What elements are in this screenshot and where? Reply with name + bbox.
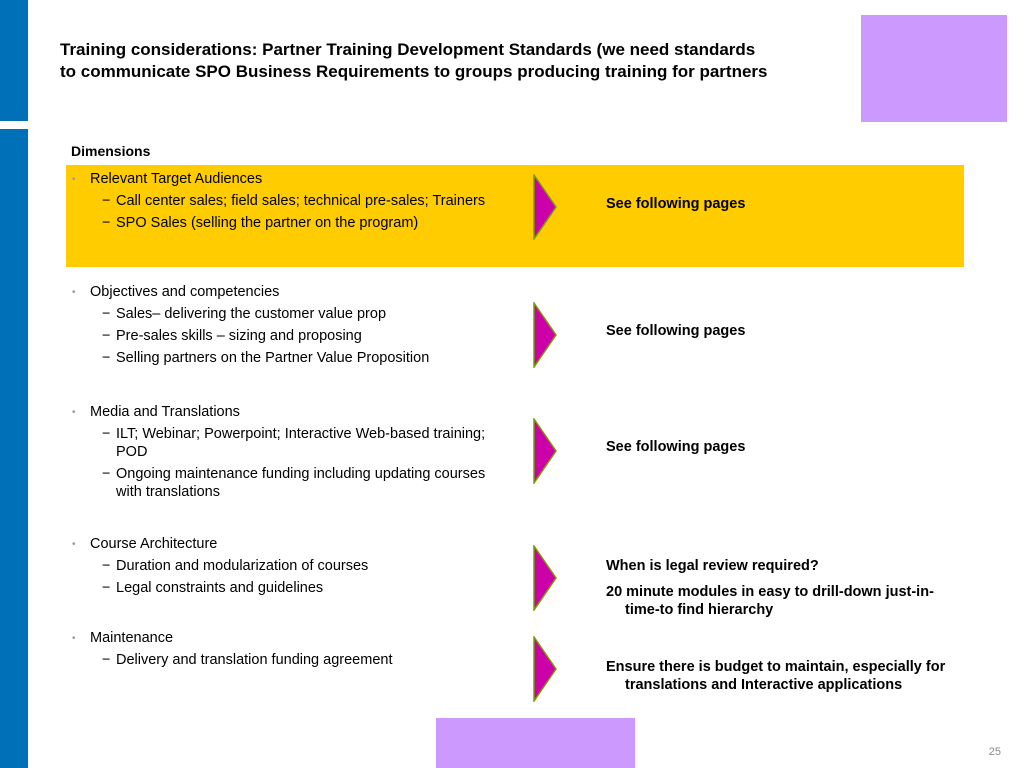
dash-icon: − [102, 466, 111, 482]
dash-icon: − [102, 580, 111, 596]
page-number: 25 [988, 746, 1001, 758]
title-line-2: to communicate SPO Business Requirements to groups producing training for partners [60, 62, 768, 81]
slide-title [60, 39, 860, 83]
list-item: − Sales– delivering the customer value prop [102, 306, 387, 322]
result-text: See following pages [606, 439, 746, 455]
section-maintenance [72, 629, 512, 673]
result-media-translations [606, 438, 946, 464]
bullet-icon: • [72, 174, 76, 185]
list-item: − SPO Sales (selling the partner on the program) [102, 215, 419, 231]
list-item: − Ongoing maintenance funding including updating courses with translations [102, 466, 486, 500]
dash-icon: − [102, 350, 111, 366]
result-course-architecture [606, 557, 946, 627]
section-media-translations [72, 403, 512, 505]
dimensions-heading: Dimensions [71, 143, 151, 159]
dash-icon: − [102, 652, 111, 668]
sub-list [72, 192, 512, 232]
list-item: − Pre-sales skills – sizing and proposing [102, 328, 362, 344]
list-item: − Duration and modularization of courses [102, 558, 369, 574]
list-item: − ILT; Webinar; Powerpoint; Interactive Web-based training; POD [102, 426, 486, 460]
sub-list [72, 651, 512, 669]
decorative-violet-box-top [861, 15, 1007, 122]
decorative-violet-box-bottom [436, 718, 635, 768]
result-text: 20 minute modules in easy to drill-down just-in-time-to find hierarchy [606, 584, 934, 618]
chevron-arrow-icon [530, 636, 558, 702]
bullet-icon: • [72, 539, 76, 550]
chevron-arrow-icon [530, 302, 558, 368]
bullet-icon: • [72, 287, 76, 298]
list-item: − Selling partners on the Partner Value Proposition [102, 350, 430, 366]
section-heading: Course Architecture [90, 536, 218, 552]
sub-list [72, 305, 512, 367]
bullet-icon: • [72, 633, 76, 644]
bullet-icon: • [72, 407, 76, 418]
section-target-audiences [72, 170, 512, 236]
dash-icon: − [102, 215, 111, 231]
section-heading: Relevant Target Audiences [90, 171, 263, 187]
dash-icon: − [102, 558, 111, 574]
result-maintenance [606, 658, 946, 702]
list-item: − Delivery and translation funding agreement [102, 652, 393, 668]
chevron-arrow-icon [530, 545, 558, 611]
list-item: − Call center sales; field sales; technical pre-sales; Trainers [102, 193, 486, 209]
chevron-arrow-icon [530, 418, 558, 484]
sub-list [72, 557, 512, 597]
section-heading: Maintenance [90, 630, 174, 646]
sub-list [72, 425, 512, 501]
left-accent-bar-bottom [0, 129, 28, 768]
result-text: Ensure there is budget to maintain, especially for translations and Interactive applications [606, 659, 946, 693]
list-item: − Legal constraints and guidelines [102, 580, 324, 596]
dash-icon: − [102, 306, 111, 322]
section-heading: Objectives and competencies [90, 284, 280, 300]
title-line-1: Training considerations: Partner Training Development Standards (we need standards [60, 40, 756, 59]
result-text: See following pages [606, 323, 746, 339]
section-course-architecture [72, 535, 512, 601]
dash-icon: − [102, 328, 111, 344]
result-objectives [606, 322, 946, 348]
dash-icon: − [102, 193, 111, 209]
section-heading: Media and Translations [90, 404, 240, 420]
left-accent-bar-top [0, 0, 28, 121]
section-objectives [72, 283, 512, 371]
chevron-arrow-icon [530, 174, 558, 240]
result-text: See following pages [606, 196, 746, 212]
dash-icon: − [102, 426, 111, 442]
result-target-audiences [606, 195, 946, 221]
result-text: When is legal review required? [606, 558, 819, 574]
